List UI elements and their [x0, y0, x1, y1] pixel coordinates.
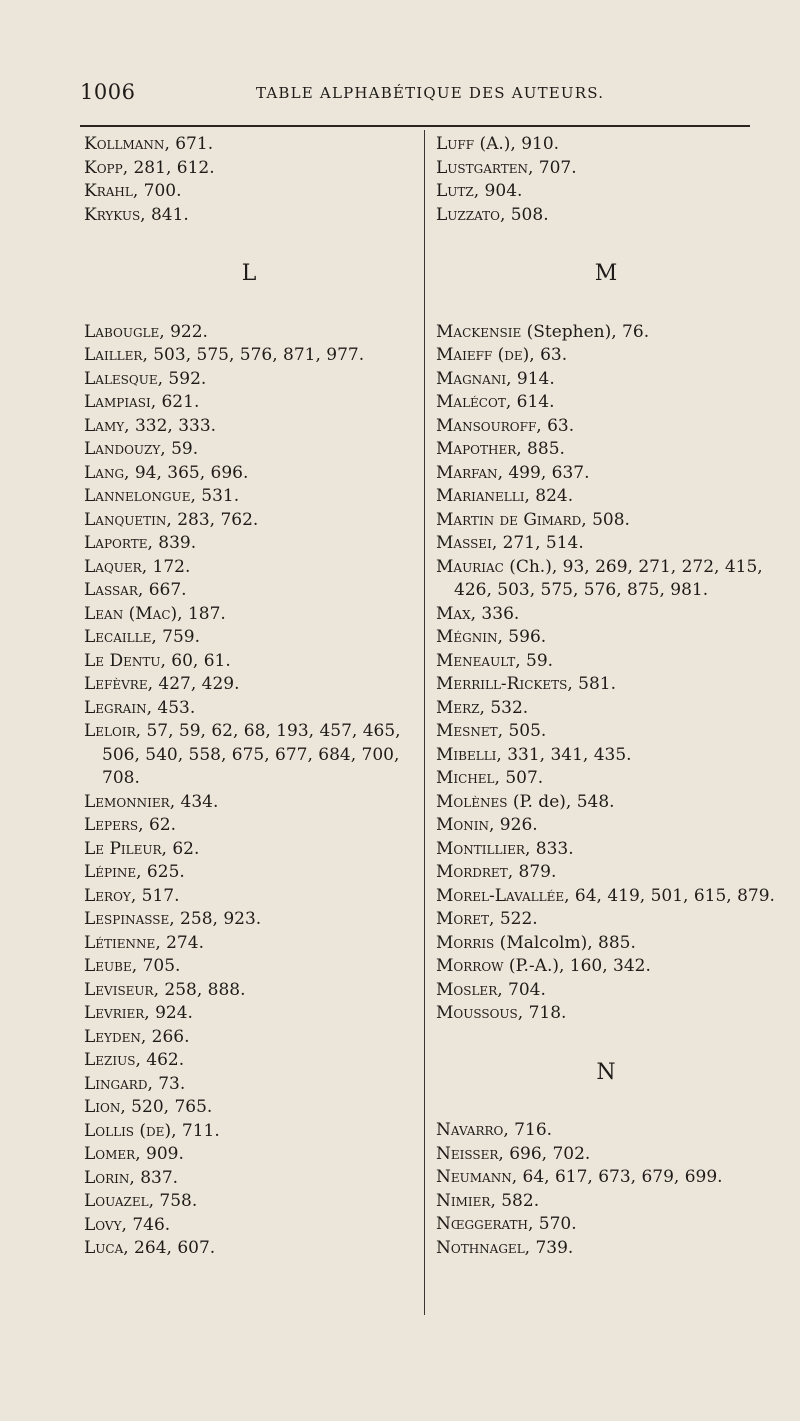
- author-name: Moret: [436, 909, 490, 929]
- page-refs: , 172.: [141, 556, 191, 577]
- author-name: Nothnagel: [436, 1237, 525, 1258]
- index-entry: [436, 1190, 776, 1214]
- page-refs: , 885.: [516, 439, 565, 459]
- page-refs: , 258, 923.: [169, 909, 262, 929]
- author-name: Mapother: [436, 439, 517, 459]
- author-name: Neumann: [436, 1167, 512, 1187]
- page-refs: , 522.: [489, 909, 538, 929]
- author-name: Lean (Mac): [84, 603, 178, 624]
- index-entry: [84, 626, 414, 650]
- index-entry: [84, 415, 414, 439]
- page-refs: , 336.: [470, 603, 520, 624]
- author-name: Luca: [84, 1238, 124, 1258]
- index-entry: [436, 861, 776, 885]
- page-refs: , 281, 612.: [122, 157, 215, 178]
- author-name: Le Pileur: [84, 838, 162, 859]
- author-name: Lanquetin: [84, 509, 167, 530]
- section-letter-l: L: [241, 261, 257, 286]
- author-name: Navarro: [436, 1120, 504, 1140]
- page-refs: , 582.: [490, 1190, 540, 1211]
- index-entry: [84, 1002, 414, 1026]
- page-refs: , 746.: [121, 1214, 171, 1235]
- author-name: Merz: [436, 697, 480, 718]
- author-name: Laporte: [84, 533, 148, 553]
- index-entry: [436, 391, 776, 415]
- page-refs: , 532.: [479, 697, 529, 718]
- author-name: Lespinasse: [84, 909, 170, 929]
- author-name: Lefèvre: [84, 674, 148, 694]
- page-refs: , 837.: [129, 1167, 179, 1188]
- author-name: Montillier: [436, 838, 525, 859]
- author-name: Lassar: [84, 580, 138, 600]
- index-entry: [84, 157, 414, 181]
- page-refs: , 704.: [497, 979, 546, 1000]
- author-name: Lustgarten: [436, 157, 528, 178]
- page-refs: , 187.: [177, 603, 226, 624]
- author-name: Mordret: [436, 862, 508, 882]
- index-entry: [436, 1213, 776, 1237]
- page-refs: , 625.: [136, 862, 185, 882]
- author-name: Mackensie: [436, 321, 522, 342]
- author-name: Mégnin: [436, 627, 498, 647]
- section-letter-n: N: [596, 1059, 616, 1085]
- index-entry: [84, 791, 414, 815]
- page-refs: , 94, 365, 696.: [124, 462, 249, 483]
- page-refs: , 700.: [132, 181, 182, 201]
- author-name: Leviseur: [84, 979, 154, 1000]
- index-entry: [436, 204, 776, 228]
- index-entry: [436, 650, 776, 674]
- page-refs: , 531.: [190, 486, 240, 506]
- index-entry: [436, 673, 776, 697]
- index-entry: [84, 1026, 414, 1050]
- index-entry: [84, 1120, 414, 1144]
- index-entry: [436, 321, 776, 345]
- page-refs: , 909.: [135, 1144, 184, 1164]
- page-refs: , 904.: [473, 181, 523, 201]
- author-name: Monin: [436, 815, 489, 835]
- page-refs: , 739.: [524, 1237, 574, 1258]
- page-refs: , 841.: [140, 204, 189, 225]
- index-entry: [84, 908, 414, 932]
- page-refs: , 570.: [527, 1214, 577, 1234]
- index-entry: [436, 344, 776, 368]
- index-entry: [436, 603, 776, 627]
- index-entry: [436, 838, 776, 862]
- l-entries: [84, 321, 414, 1261]
- author-name: Leloir: [84, 721, 136, 741]
- page-refs: , 60, 61.: [160, 650, 231, 671]
- author-name: Labougle: [84, 321, 160, 342]
- page-refs: , 63.: [536, 415, 575, 436]
- author-name: Leyden: [84, 1026, 141, 1047]
- author-name: Lomer: [84, 1144, 136, 1164]
- index-entry: [84, 932, 414, 956]
- index-entry: [436, 1119, 776, 1143]
- index-entry: [84, 579, 414, 603]
- author-name: Kopp: [84, 157, 123, 178]
- index-entry: [436, 462, 776, 486]
- author-name: Luzzato: [436, 204, 500, 225]
- index-entry: [436, 697, 776, 721]
- page-refs: (Ch.), 93, 269, 271, 272, 415, 426, 503, 575, 576, 875, 981.: [454, 556, 763, 600]
- author-name: Lannelongue: [84, 486, 191, 506]
- page-refs: , 718.: [517, 1003, 567, 1023]
- author-name: Legrain: [84, 697, 147, 718]
- page-refs: , 824.: [524, 486, 574, 506]
- index-entry: [84, 1073, 414, 1097]
- author-name: Molènes: [436, 791, 508, 812]
- index-entry: [436, 180, 776, 204]
- page-refs: , 507.: [494, 768, 544, 788]
- running-title: TABLE ALPHABÉTIQUE DES AUTEURS.: [256, 84, 605, 102]
- index-entry: [436, 791, 776, 815]
- author-name: Lampiasi: [84, 392, 151, 412]
- page-refs: , 462.: [135, 1050, 185, 1070]
- page-refs: , 716.: [503, 1120, 553, 1140]
- index-entry: [436, 438, 776, 462]
- index-entry: [436, 1143, 776, 1167]
- index-entry: [84, 603, 414, 627]
- author-name: Leroy: [84, 885, 131, 906]
- index-entry: [436, 720, 776, 744]
- author-name: Merrill-Rickets: [436, 674, 568, 694]
- author-name: Lollis (de): [84, 1120, 172, 1141]
- page-refs: , 503, 575, 576, 871, 977.: [142, 345, 365, 365]
- author-name: Louazel: [84, 1191, 149, 1211]
- page-refs: (Malcolm), 885.: [494, 932, 636, 953]
- author-name: Morris: [436, 932, 495, 953]
- page-refs: , 759.: [151, 627, 201, 647]
- index-entry: [436, 1237, 776, 1261]
- page-refs: , 517.: [130, 885, 180, 906]
- index-entry: [84, 368, 414, 392]
- author-name: Luff (A.): [436, 134, 511, 154]
- page-refs: , 64, 617, 673, 679, 699.: [511, 1167, 723, 1187]
- author-name: Laquer: [84, 556, 142, 577]
- header-rule: [80, 125, 750, 127]
- author-name: Nœggerath: [436, 1214, 528, 1234]
- index-entry: [436, 814, 776, 838]
- index-entry: [84, 1096, 414, 1120]
- index-entry: [436, 1002, 776, 1026]
- author-name: Malécot: [436, 392, 506, 412]
- author-name: Lovy: [84, 1214, 122, 1235]
- lu-entries: [436, 133, 776, 227]
- page-refs: , 62.: [138, 815, 176, 835]
- page-refs: , 696, 702.: [498, 1143, 591, 1164]
- author-name: Krykus: [84, 204, 141, 225]
- page-refs: , 264, 607.: [123, 1238, 216, 1258]
- index-entry: [84, 204, 414, 228]
- page-refs: , 914.: [506, 368, 555, 389]
- page-refs: , 508.: [581, 509, 630, 530]
- page-refs: , 667.: [137, 580, 187, 600]
- index-entry: [84, 1214, 414, 1238]
- page-refs: , 520, 765.: [120, 1097, 213, 1117]
- page-refs: (P.-A.), 160, 342.: [503, 956, 651, 976]
- page-refs: , 505.: [497, 721, 547, 741]
- author-name: Lepers: [84, 815, 139, 835]
- page-refs: , 833.: [524, 838, 574, 859]
- page-refs: , 427, 429.: [147, 674, 240, 694]
- author-name: Létienne: [84, 932, 156, 953]
- index-entry: [84, 838, 414, 862]
- index-entry: [436, 157, 776, 181]
- author-name: Le Dentu: [84, 650, 161, 671]
- right-column: [436, 133, 776, 1260]
- index-entry: [436, 485, 776, 509]
- page-refs: , 621.: [150, 392, 200, 412]
- page-refs: , 910.: [510, 134, 560, 154]
- author-name: Marianelli: [436, 486, 525, 506]
- index-entry: [84, 1049, 414, 1073]
- page-refs: , 62.: [161, 838, 200, 859]
- index-entry: [436, 1166, 776, 1190]
- page-refs: , 64, 419, 501, 615, 879.: [564, 885, 775, 906]
- author-name: Lailler: [84, 345, 143, 365]
- index-entry: [436, 556, 776, 603]
- index-entry: [84, 344, 414, 368]
- left-column: [84, 133, 414, 1261]
- author-name: Mansouroff: [436, 415, 537, 436]
- page-refs: , 839.: [147, 533, 197, 553]
- index-entry: [84, 133, 414, 157]
- index-entry: [84, 509, 414, 533]
- index-entry: [84, 1190, 414, 1214]
- page-refs: , 59.: [515, 650, 554, 671]
- author-name: Morel-Lavallée: [436, 885, 565, 906]
- page-refs: , 924.: [144, 1003, 193, 1023]
- index-entry: [436, 908, 776, 932]
- author-name: Mibelli: [436, 744, 497, 765]
- author-name: Michel: [436, 768, 495, 788]
- page-refs: , 266.: [140, 1026, 190, 1047]
- author-name: Levrier: [84, 1003, 145, 1023]
- page-refs: , 73.: [147, 1073, 186, 1094]
- section-letter-m: M: [594, 261, 618, 286]
- page-refs: (P. de), 548.: [507, 791, 615, 812]
- index-entry: [436, 368, 776, 392]
- page-refs: , 59.: [160, 439, 199, 459]
- index-entry: [436, 979, 776, 1003]
- index-entry: [84, 885, 414, 909]
- n-entries: [436, 1119, 776, 1260]
- page-refs: , 258, 888.: [153, 979, 246, 1000]
- author-name: Martin de Gimard: [436, 509, 582, 530]
- index-entry: [84, 814, 414, 838]
- page-refs: , 508.: [499, 204, 549, 225]
- page-refs: , 614.: [505, 392, 555, 412]
- author-name: Massei: [436, 533, 492, 553]
- index-entry: [84, 697, 414, 721]
- author-name: Moussous: [436, 1003, 518, 1023]
- index-entry: [436, 509, 776, 533]
- m-entries: [436, 321, 776, 1026]
- index-entry: [436, 626, 776, 650]
- index-entry: [84, 673, 414, 697]
- author-name: Landouzy: [84, 439, 161, 459]
- index-entry: [84, 462, 414, 486]
- index-entry: [436, 133, 776, 157]
- index-entry: [436, 744, 776, 768]
- author-name: Lutz: [436, 181, 474, 201]
- index-entry: [84, 391, 414, 415]
- page-number: 1006: [80, 80, 136, 104]
- index-entry: [84, 979, 414, 1003]
- index-entry: [84, 438, 414, 462]
- author-name: Lépine: [84, 862, 137, 882]
- author-name: Lion: [84, 1097, 121, 1117]
- author-name: Lang: [84, 462, 125, 483]
- page-refs: , 671.: [164, 134, 214, 154]
- index-entry: [84, 180, 414, 204]
- index-entry: [436, 415, 776, 439]
- index-entry: [436, 932, 776, 956]
- author-name: Morrow: [436, 956, 504, 976]
- page-refs: , 331, 341, 435.: [496, 744, 632, 765]
- page-header: [80, 80, 750, 110]
- author-name: Lingard: [84, 1073, 148, 1094]
- index-entry: [84, 321, 414, 345]
- page-refs: (Stephen), 76.: [521, 321, 650, 342]
- index-entry: [84, 556, 414, 580]
- column-divider: [424, 130, 425, 1315]
- page-refs: , 499, 637.: [497, 462, 590, 483]
- index-entry: [436, 885, 776, 909]
- author-name: Lamy: [84, 415, 125, 436]
- index-entry: [84, 485, 414, 509]
- author-name: Lalesque: [84, 368, 158, 389]
- page-refs: , 271, 514.: [491, 533, 584, 553]
- index-entry: [436, 532, 776, 556]
- author-name: Neisser: [436, 1143, 499, 1164]
- author-name: Mauriac: [436, 556, 504, 577]
- page-refs: , 434.: [169, 791, 219, 812]
- page-refs: , 596.: [497, 627, 547, 647]
- author-name: Krahl: [84, 181, 133, 201]
- author-name: Meneault: [436, 650, 516, 671]
- author-name: Mosler: [436, 979, 498, 1000]
- author-name: Maieff (de): [436, 345, 530, 365]
- author-name: Marfan: [436, 462, 498, 483]
- page-refs: , 711.: [171, 1120, 220, 1141]
- page-refs: , 879.: [507, 862, 557, 882]
- page-refs: , 758.: [148, 1191, 198, 1211]
- author-name: Leube: [84, 956, 132, 976]
- author-name: Lecaille: [84, 627, 152, 647]
- page-refs: , 453.: [146, 697, 196, 718]
- page-refs: , 581.: [567, 674, 617, 694]
- author-name: Nimier: [436, 1190, 491, 1211]
- author-name: Lorin: [84, 1167, 130, 1188]
- index-entry: [84, 1237, 414, 1261]
- index-entry: [84, 720, 414, 791]
- page-refs: , 926.: [489, 815, 538, 835]
- page-refs: , 705.: [131, 956, 181, 976]
- page-refs: , 707.: [527, 157, 577, 178]
- k-entries: [84, 133, 414, 227]
- index-entry: [84, 955, 414, 979]
- author-name: Mesnet: [436, 721, 498, 741]
- page-refs: , 63.: [529, 345, 568, 365]
- index-entry: [436, 955, 776, 979]
- index-entry: [84, 861, 414, 885]
- author-name: Lemonnier: [84, 791, 170, 812]
- index-entry: [436, 767, 776, 791]
- page-refs: , 283, 762.: [166, 509, 259, 530]
- page-refs: , 332, 333.: [124, 415, 217, 436]
- index-entry: [84, 532, 414, 556]
- index-entry: [84, 1143, 414, 1167]
- page-refs: , 922.: [159, 321, 208, 342]
- author-name: Kollmann: [84, 134, 165, 154]
- page-refs: , 592.: [157, 368, 207, 389]
- page-refs: , 57, 59, 62, 68, 193, 457, 465, 506, 540, 558, 675, 677, 684, 700, 708.: [102, 721, 401, 788]
- page-refs: , 274.: [155, 932, 204, 953]
- index-entry: [84, 1167, 414, 1191]
- author-name: Magnani: [436, 368, 507, 389]
- author-name: Lezius: [84, 1050, 136, 1070]
- author-name: Max: [436, 603, 471, 624]
- index-entry: [84, 650, 414, 674]
